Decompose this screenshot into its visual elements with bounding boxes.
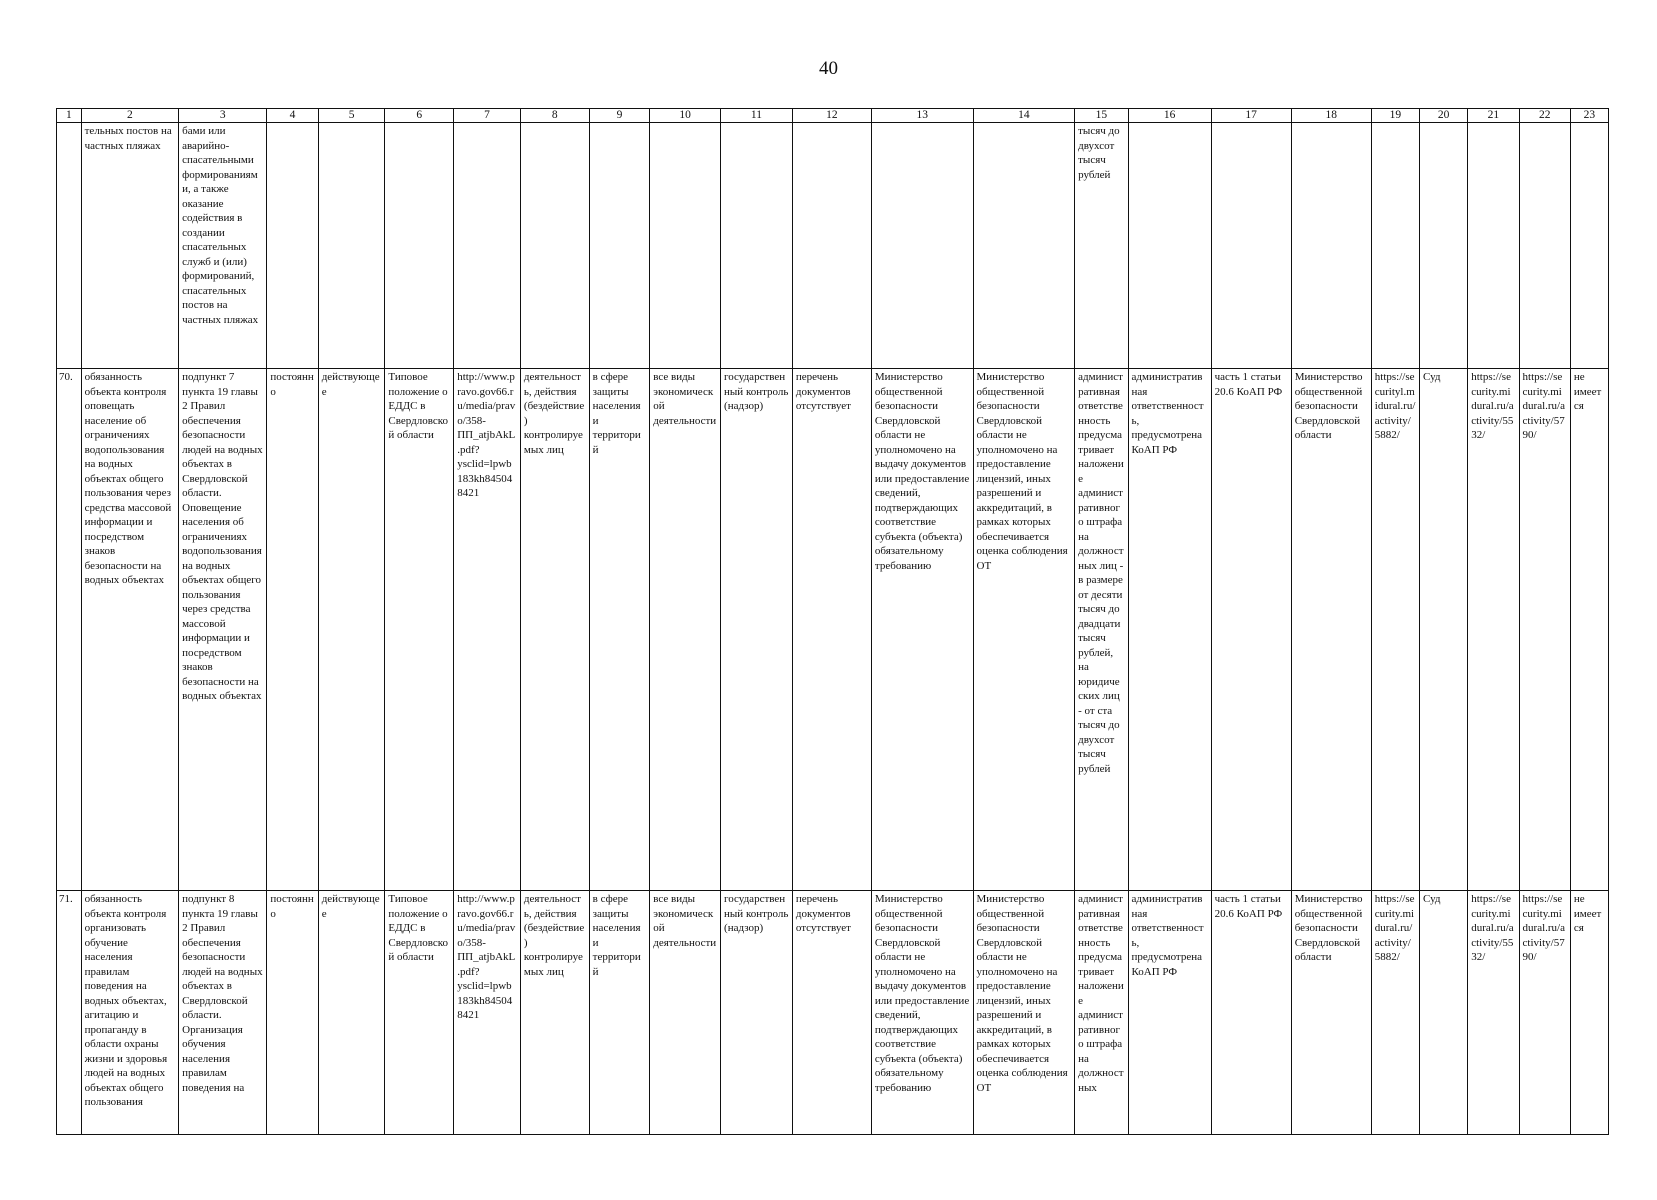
column-number-header: 12 [792, 109, 871, 123]
table-cell-col-17: часть 1 статьи 20.6 КоАП РФ [1211, 369, 1291, 891]
table-body [57, 123, 1609, 1135]
table-cell-col-10 [650, 123, 721, 369]
table-cell-col-6 [385, 123, 454, 369]
table-cell-col-9: в сфере защиты населения и территорий [589, 891, 650, 1135]
column-number-header: 15 [1075, 109, 1128, 123]
table-cell-col-1: 70. [57, 369, 82, 891]
table-cell-col-2: обязанность объекта контроля организовать обучение населения правилам поведения на водных объектах, агитацию и пропаганду в области охраны жизни и здоровья людей на водных объектах общего пользования [81, 891, 179, 1135]
column-number-header: 1 [57, 109, 82, 123]
column-number-header: 11 [721, 109, 793, 123]
table-cell-col-5 [318, 123, 385, 369]
column-number-header: 18 [1291, 109, 1371, 123]
table-cell-col-3: бами или аварийно-спасательными формированиями, а также оказание содействия в создании спасательных служб и (или) формирований, спасательных постов на частных пляжах [179, 123, 267, 369]
table-cell-col-9: в сфере защиты населения и территорий [589, 369, 650, 891]
table-cell-col-10: все виды экономической деятельности [650, 369, 721, 891]
column-number-header: 7 [454, 109, 521, 123]
table-cell-col-10: все виды экономической деятельности [650, 891, 721, 1135]
column-number-row [57, 109, 1609, 123]
table-cell-col-14 [973, 123, 1075, 369]
table-cell-col-6: Типовое положение о ЕДДС в Свердловской области [385, 369, 454, 891]
table-cell-col-12: перечень документов отсутствует [792, 891, 871, 1135]
table-cell-col-17 [1211, 123, 1291, 369]
table-cell-col-20: Суд [1420, 369, 1468, 891]
table-cell-col-3: подпункт 8 пункта 19 главы 2 Правил обеспечения безопасности людей на водных объектах в Свердловской области. Организация обучения населения правилам поведения на [179, 891, 267, 1135]
column-number-header: 20 [1420, 109, 1468, 123]
table-cell-col-15: тысяч до двухсот тысяч рублей [1075, 123, 1128, 369]
table-cell-col-4: постоянно [267, 891, 318, 1135]
column-number-header: 9 [589, 109, 650, 123]
column-number-header: 19 [1371, 109, 1419, 123]
table-cell-col-12: перечень документов отсутствует [792, 369, 871, 891]
table-cell-col-2: обязанность объекта контроля оповещать население об ограничениях водопользования на водных объектах общего пользования через средства массовой информации и посредством знаков безопасности на водных объектах [81, 369, 179, 891]
column-number-header: 8 [520, 109, 589, 123]
table-cell-col-13: Министерство общественной безопасности Свердловской области не уполномочено на выдачу документов или предоставление сведений, подтверждающих соответствие субъекта (объекта) обязательному требованию [871, 891, 973, 1135]
table-cell-col-4 [267, 123, 318, 369]
table-cell-col-18 [1291, 123, 1371, 369]
column-number-header: 10 [650, 109, 721, 123]
page-number: 40 [819, 58, 838, 79]
table-cell-col-15: административная ответственность предусматривает наложение административного штрафа на должностных лиц - в размере от десяти тысяч до двадцати тысяч рублей, на юридических лиц - от ста тысяч до двухсот тысяч рублей [1075, 369, 1128, 891]
table-cell-col-23: не имеется [1570, 369, 1608, 891]
column-number-header: 13 [871, 109, 973, 123]
table-cell-col-13 [871, 123, 973, 369]
table-cell-col-18: Министерство общественной безопасности Свердловской области [1291, 369, 1371, 891]
column-number-header: 16 [1128, 109, 1211, 123]
column-number-header: 5 [318, 109, 385, 123]
table-cell-col-22: https://security.midural.ru/activity/5790/ [1519, 369, 1570, 891]
table-cell-col-1 [57, 123, 82, 369]
column-number-header: 4 [267, 109, 318, 123]
table-cell-col-20: Суд [1420, 891, 1468, 1135]
table-cell-col-4: постоянно [267, 369, 318, 891]
table-row [57, 123, 1609, 369]
table-cell-col-11 [721, 123, 793, 369]
table-cell-col-19: https://security.midural.ru/activity/5882/ [1371, 891, 1419, 1135]
table-cell-col-11: государственный контроль (надзор) [721, 369, 793, 891]
table-cell-col-17: часть 1 статьи 20.6 КоАП РФ [1211, 891, 1291, 1135]
table-cell-col-12 [792, 123, 871, 369]
table-cell-col-16: административная ответственность, предусмотрена КоАП РФ [1128, 891, 1211, 1135]
column-number-header: 23 [1570, 109, 1608, 123]
table-cell-col-16: административная ответственность, предусмотрена КоАП РФ [1128, 369, 1211, 891]
table-cell-col-21 [1468, 123, 1519, 369]
column-number-header: 6 [385, 109, 454, 123]
table-cell-col-9 [589, 123, 650, 369]
table-cell-col-11: государственный контроль (надзор) [721, 891, 793, 1135]
column-number-header: 17 [1211, 109, 1291, 123]
column-number-header: 2 [81, 109, 179, 123]
table-cell-col-1: 71. [57, 891, 82, 1135]
table-row [57, 891, 1609, 1135]
column-number-header: 3 [179, 109, 267, 123]
table-cell-col-7: http://www.pravo.gov66.ru/media/pravo/358-ПП_atjbAkL.pdf?ysclid=lpwb183kh845048421 [454, 369, 521, 891]
table-cell-col-14: Министерство общественной безопасности Свердловской области не уполномочено на предоставление лицензий, иных разрешений и аккредитаций, в рамках которых обеспечивается оценка соблюдения ОТ [973, 369, 1075, 891]
column-number-header: 21 [1468, 109, 1519, 123]
table-cell-col-19 [1371, 123, 1419, 369]
table-cell-col-7 [454, 123, 521, 369]
table-cell-col-15: административная ответственность предусматривает наложение административного штрафа на должностных [1075, 891, 1128, 1135]
table-row [57, 369, 1609, 891]
table-cell-col-18: Министерство общественной безопасности Свердловской области [1291, 891, 1371, 1135]
table-cell-col-13: Министерство общественной безопасности Свердловской области не уполномочено на выдачу документов или предоставление сведений, подтверждающих соответствие субъекта (объекта) обязательному требованию [871, 369, 973, 891]
table-cell-col-19: https://securityl.midural.ru/activity/5882/ [1371, 369, 1419, 891]
table-cell-col-23: не имеется [1570, 891, 1608, 1135]
requirements-table [56, 108, 1609, 1135]
table-cell-col-8: деятельность, действия (бездействие) контролируемых лиц [520, 369, 589, 891]
table-cell-col-5: действующее [318, 369, 385, 891]
table-cell-col-2: тельных постов на частных пляжах [81, 123, 179, 369]
column-number-header: 22 [1519, 109, 1570, 123]
table-cell-col-8 [520, 123, 589, 369]
table-cell-col-21: https://security.midural.ru/activity/5532/ [1468, 891, 1519, 1135]
column-number-header: 14 [973, 109, 1075, 123]
table-cell-col-22 [1519, 123, 1570, 369]
table-cell-col-23 [1570, 123, 1608, 369]
table-cell-col-21: https://security.midural.ru/activity/5532/ [1468, 369, 1519, 891]
table-cell-col-3: подпункт 7 пункта 19 главы 2 Правил обеспечения безопасности людей на водных объектах в Свердловской области. Оповещение населения об ограничениях водопользования на водных объектах общего пользования через средства массовой информации и посредством знаков безопасности на водных объектах [179, 369, 267, 891]
table-cell-col-8: деятельность, действия (бездействие) контролируемых лиц [520, 891, 589, 1135]
table-cell-col-6: Типовое положение о ЕДДС в Свердловской области [385, 891, 454, 1135]
table-cell-col-22: https://security.midural.ru/activity/5790/ [1519, 891, 1570, 1135]
table-cell-col-7: http://www.pravo.gov66.ru/media/pravo/358-ПП_atjbAkL.pdf?ysclid=lpwb183kh845048421 [454, 891, 521, 1135]
table-cell-col-16 [1128, 123, 1211, 369]
table-cell-col-14: Министерство общественной безопасности Свердловской области не уполномочено на предоставление лицензий, иных разрешений и аккредитаций, в рамках которых обеспечивается оценка соблюдения ОТ [973, 891, 1075, 1135]
table-cell-col-20 [1420, 123, 1468, 369]
table-cell-col-5: действующее [318, 891, 385, 1135]
